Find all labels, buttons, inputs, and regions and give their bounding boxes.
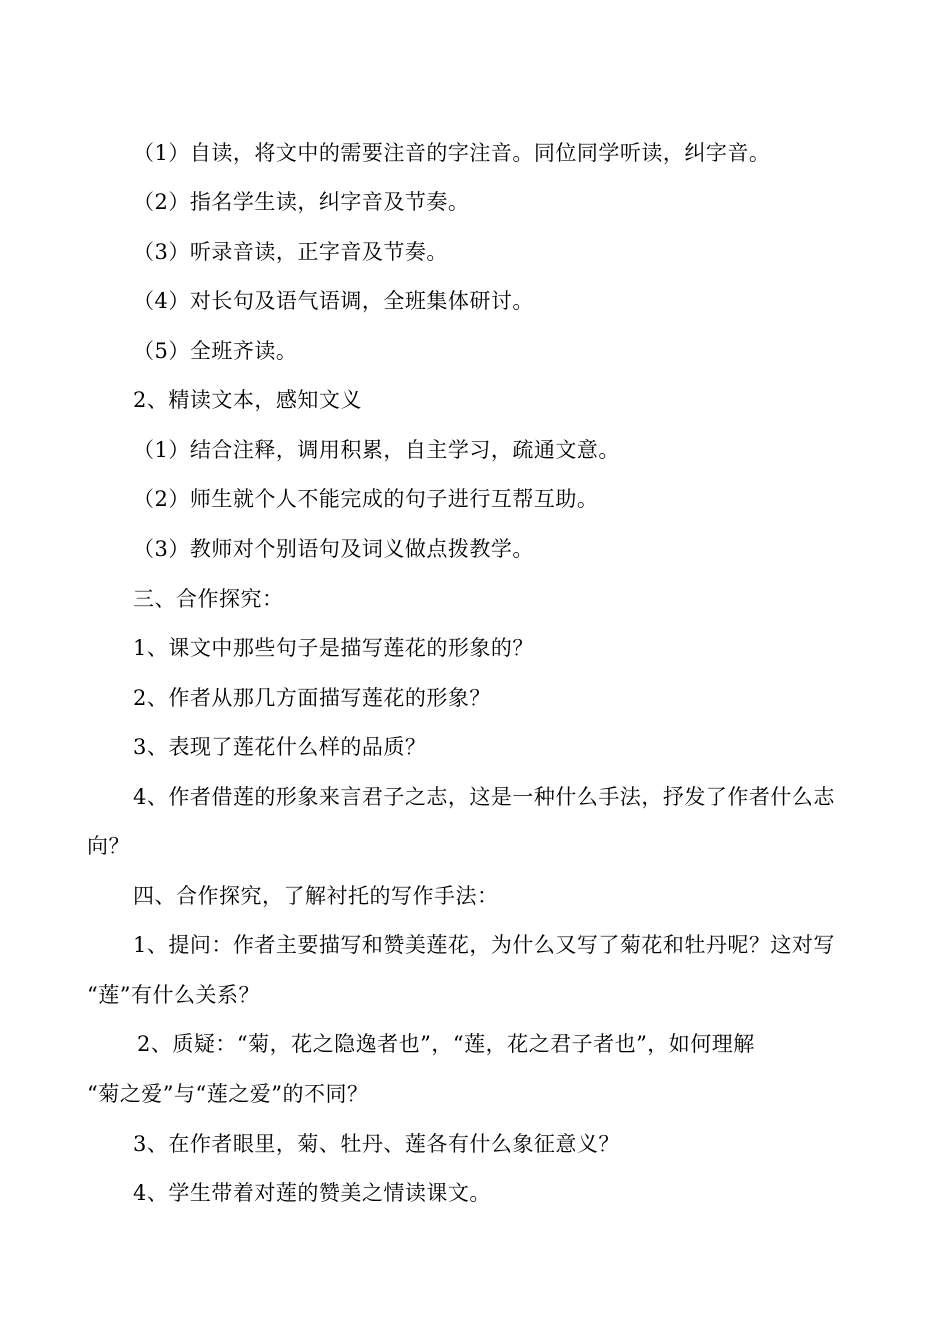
section-heading-4: 四、合作探究，了解衬托的写作手法： (133, 884, 499, 908)
text-line-4: （4）对长句及语气语调，全班集体研讨。 (133, 289, 534, 313)
text-line-6: 2、精读文本，感知文义 (133, 388, 362, 412)
text-line-17: 1、提问：作者主要描写和赞美莲花，为什么又写了菊花和牡丹呢？这对写 (133, 933, 835, 957)
text-line-22: 4、学生带着对莲的赞美之情读课文。 (133, 1181, 491, 1205)
text-line-7: （1）结合注释，调用积累，自主学习，疏通文意。 (133, 438, 620, 462)
text-line-11: 1、课文中那些句子是描写莲花的形象的？ (133, 636, 534, 660)
text-line-20: “菊之爱”与“莲之爱”的不同？ (87, 1082, 369, 1106)
text-line-15: 向？ (87, 834, 130, 858)
text-line-3: （3）听录音读，正字音及节奏。 (133, 240, 448, 264)
text-line-8: （2）师生就个人不能完成的句子进行互帮互助。 (133, 487, 599, 511)
text-line-1: （1）自读，将文中的需要注音的字注音。同位同学听读，纠字音。 (133, 141, 771, 165)
text-line-5: （5）全班齐读。 (133, 339, 298, 363)
text-line-21: 3、在作者眼里，菊、牡丹、莲各有什么象征意义？ (133, 1132, 620, 1156)
text-line-19: 2、质疑：“菊，花之隐逸者也”，“莲，花之君子者也”，如何理解 (137, 1032, 755, 1056)
text-line-2: （2）指名学生读，纠字音及节奏。 (133, 190, 470, 214)
text-line-13: 3、表现了莲花什么样的品质？ (133, 735, 427, 759)
text-line-12: 2、作者从那几方面描写莲花的形象？ (133, 686, 491, 710)
text-line-9: （3）教师对个别语句及词义做点拨教学。 (133, 537, 534, 561)
text-line-18: “莲”有什么关系？ (87, 983, 260, 1007)
text-line-14: 4、作者借莲的形象来言君子之志，这是一种什么手法，抒发了作者什么志 (133, 785, 835, 809)
section-heading-3: 三、合作探究： (133, 587, 284, 611)
